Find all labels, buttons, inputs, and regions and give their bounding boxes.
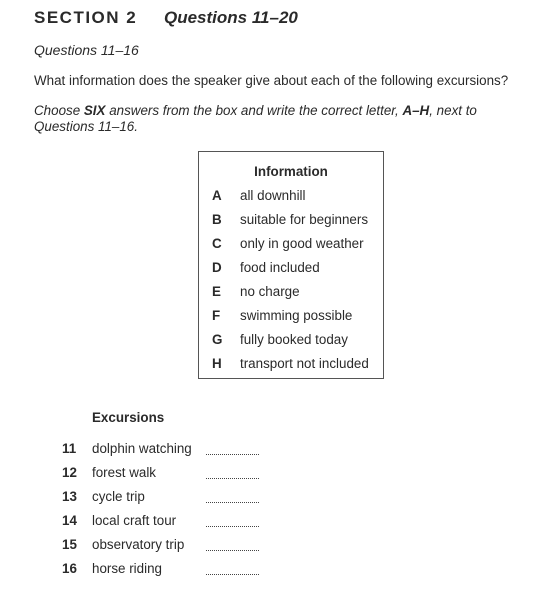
- information-letter: C: [212, 236, 222, 251]
- information-text: suitable for beginners: [240, 212, 369, 227]
- excursion-question: [0, 513, 533, 531]
- excursion-question: [0, 537, 533, 555]
- instruction-part-3: , next to Questions 11–16.: [34, 103, 477, 134]
- information-letter: H: [212, 356, 222, 371]
- excursion-name: cycle trip: [92, 489, 145, 504]
- information-text: swimming possible: [240, 308, 353, 323]
- section-label: SECTION 2: [34, 8, 138, 27]
- question-number: 14: [62, 513, 77, 528]
- excursion-name: horse riding: [92, 561, 162, 576]
- information-box: [198, 151, 384, 379]
- information-letter: E: [212, 284, 221, 299]
- question-prompt: What information does the speaker give about each of the following excursions?: [34, 73, 509, 88]
- instruction-emphasis-six: SIX: [83, 103, 106, 118]
- excursion-name: dolphin watching: [92, 441, 192, 456]
- information-text: only in good weather: [240, 236, 364, 251]
- answer-blank[interactable]: [206, 478, 259, 479]
- answer-blank[interactable]: [206, 574, 259, 575]
- questions-subheading: Questions 11–16: [34, 42, 139, 58]
- instruction-part-2: answers from the box and write the correct letter,: [105, 103, 403, 118]
- instruction-emphasis-letters: A–H: [402, 103, 430, 118]
- question-number: 16: [62, 561, 77, 576]
- information-text: food included: [240, 260, 320, 275]
- answer-blank[interactable]: [206, 502, 259, 503]
- question-number: 15: [62, 537, 77, 552]
- excursion-question: [0, 441, 533, 459]
- information-text: transport not included: [240, 356, 369, 371]
- question-number: 13: [62, 489, 77, 504]
- instruction-text: [34, 103, 504, 135]
- instruction-part-1: Choose: [34, 103, 84, 118]
- excursion-question: [0, 561, 533, 579]
- information-letter: G: [212, 332, 223, 347]
- excursion-name: forest walk: [92, 465, 156, 480]
- information-text: all downhill: [240, 188, 306, 203]
- question-number: 11: [62, 441, 77, 456]
- information-letter: D: [212, 260, 222, 275]
- excursion-question: [0, 465, 533, 483]
- information-text: fully booked today: [240, 332, 348, 347]
- information-letter: B: [212, 212, 222, 227]
- excursion-name: observatory trip: [92, 537, 185, 552]
- information-text: no charge: [240, 284, 300, 299]
- section-questions-range: Questions 11–20: [164, 8, 298, 27]
- information-letter: A: [212, 188, 222, 203]
- excursion-name: local craft tour: [92, 513, 177, 528]
- answer-blank[interactable]: [206, 526, 259, 527]
- question-number: 12: [62, 465, 77, 480]
- answer-blank[interactable]: [206, 454, 259, 455]
- answer-blank[interactable]: [206, 550, 259, 551]
- information-box-title: Information: [254, 164, 328, 179]
- excursion-question: [0, 489, 533, 507]
- excursions-heading: Excursions: [92, 410, 165, 425]
- information-letter: F: [212, 308, 221, 323]
- section-header: [34, 8, 298, 28]
